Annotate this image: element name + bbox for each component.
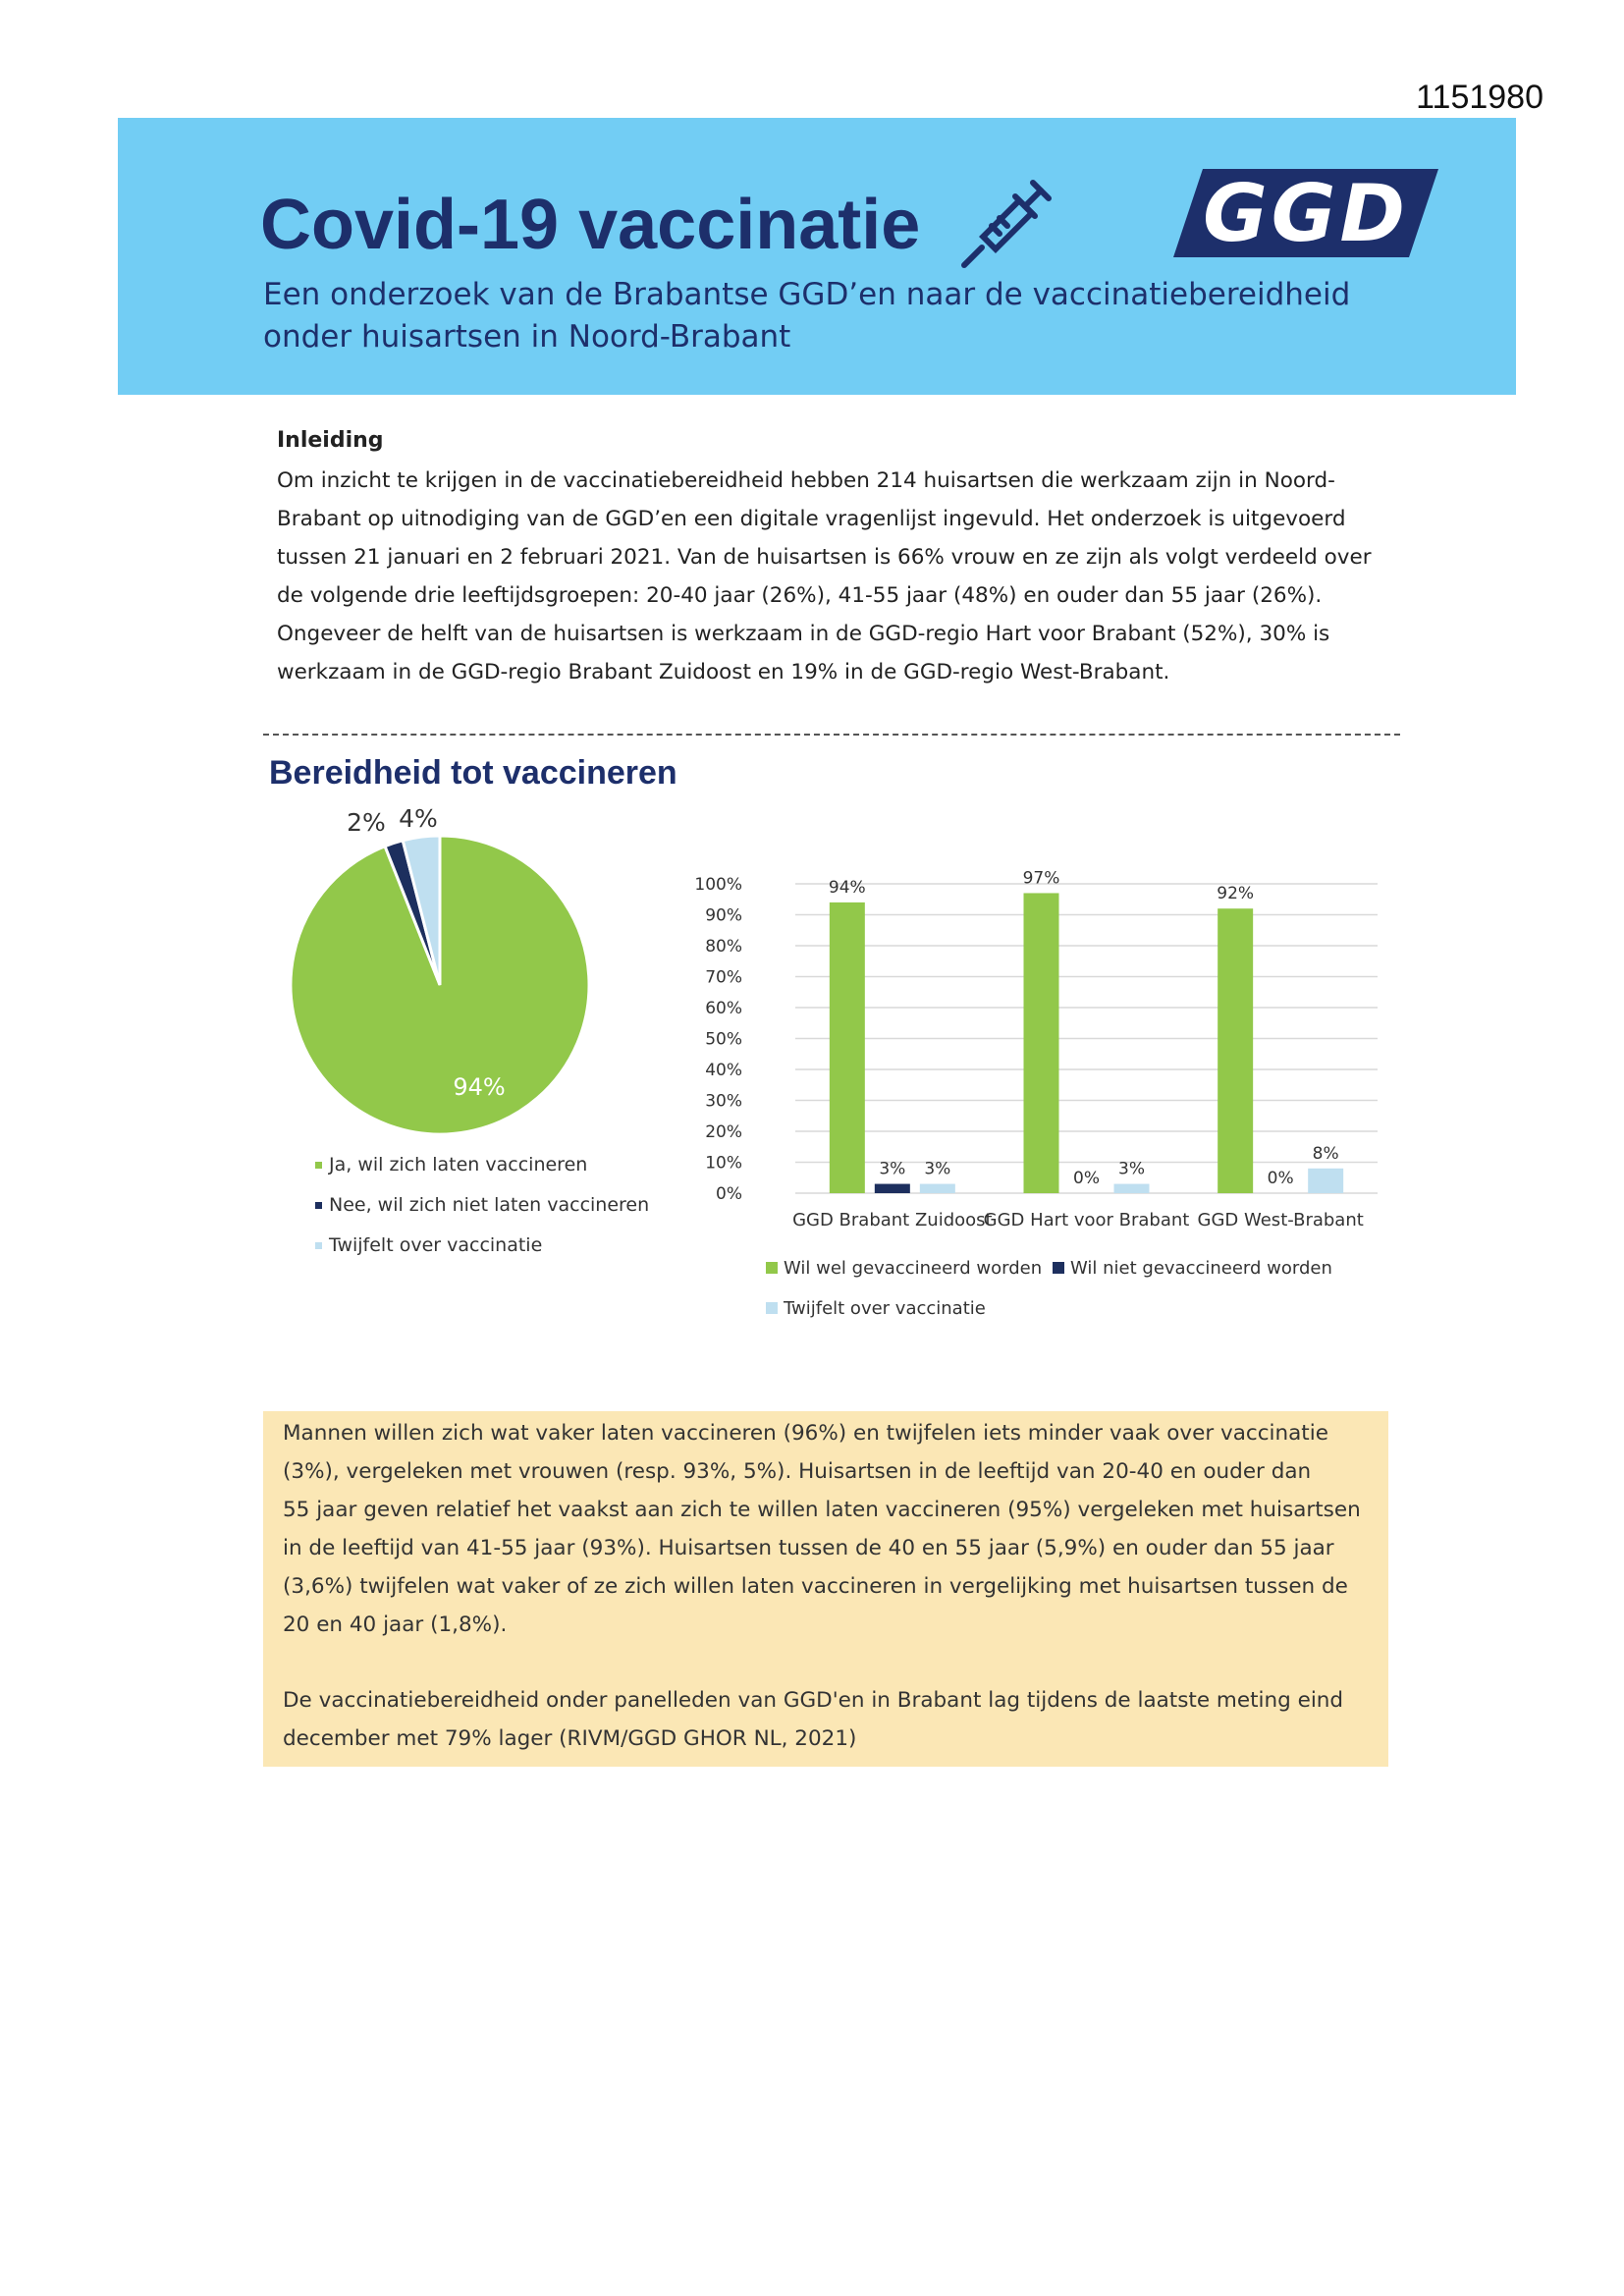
pie-chart [275, 800, 687, 1272]
header-banner [118, 118, 1516, 395]
document-id: 1151980 [1416, 79, 1543, 116]
findings-line: (3%), vergeleken met vrouwen (resp. 93%, 5%). Huisartsen in de leeftijd van 20-40 en ouder dan [283, 1459, 1312, 1484]
subtitle-line: Een onderzoek van de Brabantse GGD’en naar de vaccinatiebereidheid [263, 277, 1351, 312]
y-tick-label: 50% [705, 1029, 742, 1050]
findings-line: De vaccinatiebereidheid onder panelleden van GGD'en in Brabant lag tijdens de laatste meting eind [283, 1688, 1344, 1713]
section-title: Bereidheid tot vaccineren [269, 754, 677, 792]
bar [1114, 1184, 1150, 1193]
bar [920, 1184, 955, 1193]
legend-label: Wil wel gevaccineerd worden [784, 1258, 1043, 1279]
intro-line: Om inzicht te krijgen in de vaccinatiebereidheid hebben 214 huisartsen die werkzaam zijn in Noord- [277, 468, 1335, 493]
legend-label: Twijfelt over vaccinatie [784, 1298, 986, 1319]
intro-line: de volgende drie leeftijdsgroepen: 20-40 jaar (26%), 41-55 jaar (48%) en ouder dan 55 jaar (26%). [277, 583, 1323, 608]
y-tick-label: 90% [705, 905, 742, 926]
findings-line: 55 jaar geven relatief het vaakst aan zich te willen laten vaccineren (95%) vergeleken met huisartsen [283, 1498, 1361, 1522]
findings-line: Mannen willen zich wat vaker laten vaccineren (96%) en twijfelen iets minder vaak over vaccinatie [283, 1421, 1328, 1446]
findings-line: december met 79% lager (RIVM/GGD GHOR NL, 2021) [283, 1726, 857, 1751]
y-tick-label: 10% [705, 1153, 742, 1174]
x-tick-label: GGD Brabant Zuidoost [792, 1210, 993, 1230]
legend-label: Wil niet gevaccineerd worden [1070, 1258, 1332, 1279]
bar [875, 1184, 910, 1193]
findings-line: in de leeftijd van 41-55 jaar (93%). Huisartsen tussen de 40 en 55 jaar (5,9%) en ouder dan 55 jaar [283, 1536, 1334, 1560]
legend-swatch [315, 1242, 322, 1249]
ggd-logo [1173, 169, 1438, 257]
syringe-icon [956, 175, 1055, 273]
bar-chart [687, 854, 1404, 1326]
page-title: Covid-19 vaccinatie [260, 186, 921, 264]
intro-line: Ongeveer de helft van de huisartsen is werkzaam in de GGD-regio Hart voor Brabant (52%), 30% is [277, 622, 1330, 646]
legend-swatch [315, 1202, 322, 1209]
y-tick-label: 0% [716, 1184, 742, 1204]
findings-line: (3,6%) twijfelen wat vaker of ze zich willen laten vaccineren in vergelijking met huisartsen tussen de [283, 1574, 1348, 1599]
y-tick-label: 70% [705, 967, 742, 988]
legend-label: Twijfelt over vaccinatie [329, 1234, 543, 1256]
legend-swatch [766, 1302, 778, 1314]
intro-line: tussen 21 januari en 2 februari 2021. Van de huisartsen is 66% vrouw en ze zijn als volgt verdeeld over [277, 545, 1372, 570]
x-tick-label: GGD Hart voor Brabant [983, 1210, 1190, 1230]
pie-label: 4% [399, 804, 438, 833]
data-label: 92% [1217, 884, 1255, 904]
intro-line: Brabant op uitnodiging van de GGD’en een digitale vragenlijst ingevuld. Het onderzoek is uitgevoerd [277, 507, 1346, 531]
x-tick-label: GGD West-Brabant [1197, 1210, 1364, 1230]
intro-heading: Inleiding [277, 428, 384, 453]
y-tick-label: 20% [705, 1122, 742, 1142]
bar [1218, 908, 1253, 1193]
findings-box [263, 1411, 1388, 1767]
bar [1024, 893, 1059, 1193]
data-label: 97% [1022, 868, 1060, 889]
intro-paragraph [277, 462, 1372, 691]
legend-swatch [766, 1262, 778, 1274]
bar [1308, 1169, 1343, 1193]
legend-label: Nee, wil zich niet laten vaccineren [329, 1194, 650, 1216]
y-tick-label: 80% [705, 937, 742, 957]
data-label: 3% [879, 1159, 906, 1179]
data-label: 3% [1118, 1159, 1145, 1179]
y-tick-label: 60% [705, 999, 742, 1018]
data-label: 0% [1267, 1169, 1294, 1188]
legend-swatch [315, 1162, 322, 1169]
intro-line: werkzaam in de GGD-regio Brabant Zuidoost en 19% in de GGD-regio West-Brabant. [277, 660, 1170, 684]
legend-label: Ja, wil zich laten vaccineren [329, 1154, 588, 1175]
pie-label: 94% [453, 1073, 506, 1101]
legend-swatch [1053, 1262, 1064, 1274]
y-tick-label: 30% [705, 1091, 742, 1112]
data-label: 3% [924, 1159, 951, 1179]
logo-text: GGD [1203, 169, 1409, 257]
y-tick-label: 40% [705, 1061, 742, 1080]
subtitle-line: onder huisartsen in Noord-Brabant [263, 319, 791, 355]
data-label: 8% [1312, 1143, 1339, 1164]
bar [830, 902, 865, 1193]
pie-label: 2% [347, 808, 386, 837]
data-label: 94% [828, 877, 866, 898]
section-divider [263, 734, 1400, 736]
y-tick-label: 100% [694, 875, 742, 895]
data-label: 0% [1073, 1169, 1100, 1188]
findings-line: 20 en 40 jaar (1,8%). [283, 1613, 508, 1637]
